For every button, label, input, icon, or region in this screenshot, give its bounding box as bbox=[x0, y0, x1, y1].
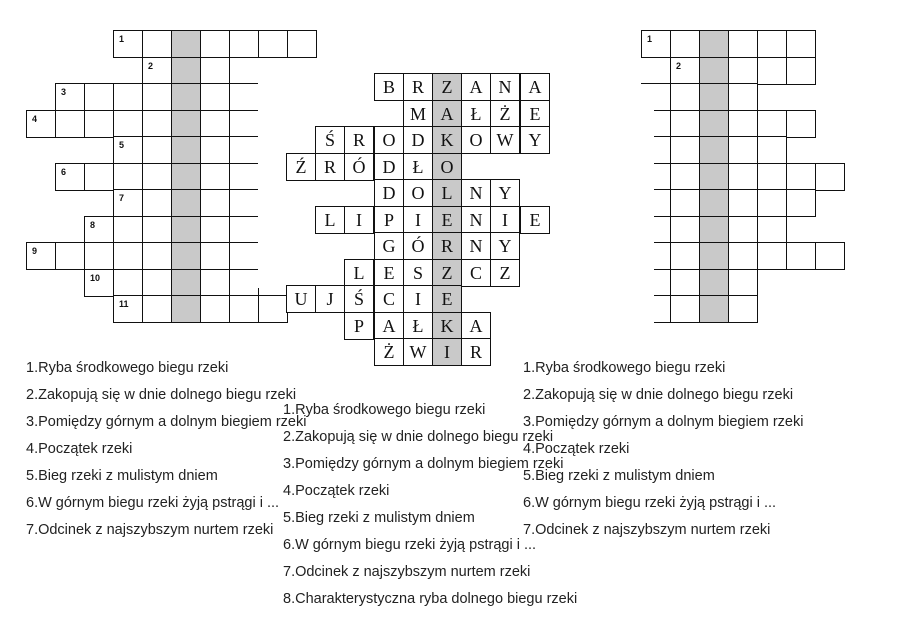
cell-letter: I bbox=[415, 288, 421, 309]
clue-number: 1 bbox=[119, 34, 125, 44]
clue-text: 3.Pomiędzy górnym a dolnym biegiem rzeki bbox=[26, 414, 307, 430]
cell-letter: G bbox=[382, 235, 396, 256]
cell-letter: Ż bbox=[383, 341, 395, 362]
clue-text: 5.Bieg rzeki z mulistym dniem bbox=[523, 468, 715, 484]
cell-letter: A bbox=[440, 103, 454, 124]
cell-letter: Z bbox=[499, 262, 511, 283]
cell-letter: A bbox=[469, 76, 483, 97]
cell-letter: I bbox=[356, 209, 362, 230]
clue-number: 6 bbox=[61, 167, 67, 177]
cell-letter: P bbox=[383, 209, 394, 230]
cell-letter: A bbox=[382, 315, 396, 336]
clue-number: 4 bbox=[32, 114, 38, 124]
clue-text: 7.Odcinek z najszybszym nurtem rzeki bbox=[523, 522, 771, 538]
cell-letter: N bbox=[498, 76, 512, 97]
cell-letter: P bbox=[353, 315, 364, 336]
cell-letter: L bbox=[353, 262, 365, 283]
cell-letter: O bbox=[469, 129, 483, 150]
cell-letter: D bbox=[382, 156, 396, 177]
clue-number: 8 bbox=[90, 220, 96, 230]
cell-letter: O bbox=[440, 156, 454, 177]
clue-number: 1 bbox=[647, 34, 653, 44]
cell-letter: Z bbox=[441, 262, 453, 283]
cell-letter: A bbox=[469, 315, 483, 336]
cell-letter: O bbox=[411, 182, 425, 203]
clue-number: 2 bbox=[676, 61, 682, 71]
cell-letter: I bbox=[502, 209, 508, 230]
cell-letter: Ó bbox=[352, 156, 366, 177]
cell-letter: L bbox=[441, 182, 453, 203]
clue-list-clip bbox=[260, 395, 660, 617]
cell-letter: R bbox=[352, 129, 365, 150]
cell-letter: Ż bbox=[499, 103, 511, 124]
cell-letter: A bbox=[528, 76, 542, 97]
clue-number: 2 bbox=[148, 61, 154, 71]
clue-text: 8.Charakterystyczna ryba dolnego biegu rzeki bbox=[283, 591, 578, 607]
cell-letter: Y bbox=[498, 235, 512, 256]
cell-letter: W bbox=[409, 341, 427, 362]
cell-letter: C bbox=[382, 288, 395, 309]
clue-text: 2.Zakopują się w dnie dolnego biegu rzeki bbox=[283, 429, 554, 445]
cell-letter: C bbox=[469, 262, 482, 283]
cell-letter: Y bbox=[528, 129, 542, 150]
clue-number: 3 bbox=[61, 87, 67, 97]
cell-letter: Ś bbox=[324, 129, 335, 150]
cell-letter: R bbox=[411, 76, 424, 97]
cell-letter: W bbox=[496, 129, 514, 150]
cell-letter: O bbox=[382, 129, 396, 150]
cell-letter: E bbox=[529, 209, 541, 230]
cell-letter: K bbox=[440, 315, 454, 336]
cell-letter: I bbox=[444, 341, 450, 362]
clue-text: 1.Ryba środkowego biegu rzeki bbox=[523, 360, 726, 376]
cell-letter: Ł bbox=[412, 315, 424, 336]
clue-text: 5.Bieg rzeki z mulistym dniem bbox=[26, 468, 218, 484]
clue-text: 5.Bieg rzeki z mulistym dniem bbox=[283, 510, 475, 526]
cell-letter: J bbox=[326, 288, 334, 309]
cell-letter: N bbox=[469, 235, 483, 256]
clue-text: 7.Odcinek z najszybszym nurtem rzeki bbox=[26, 522, 274, 538]
cell-letter: R bbox=[469, 341, 482, 362]
cell-letter: Ś bbox=[353, 288, 364, 309]
clue-text: 6.W górnym biegu rzeki żyją pstrągi i ... bbox=[523, 495, 777, 511]
cell-letter: N bbox=[469, 182, 483, 203]
clue-text: 6.W górnym biegu rzeki żyją pstrągi i ... bbox=[283, 537, 537, 553]
clue-text: 3.Pomiędzy górnym a dolnym biegiem rzeki bbox=[523, 414, 804, 430]
cell-letter: Y bbox=[498, 182, 512, 203]
cell-letter: L bbox=[324, 209, 336, 230]
clue-number: 7 bbox=[119, 193, 125, 203]
cell-letter: D bbox=[382, 182, 396, 203]
cell-letter: E bbox=[383, 262, 395, 283]
clue-text: 7.Odcinek z najszybszym nurtem rzeki bbox=[283, 564, 531, 580]
cell-letter: K bbox=[440, 129, 454, 150]
cell-letter: E bbox=[441, 209, 453, 230]
cell-letter: R bbox=[440, 235, 453, 256]
cell-letter: I bbox=[415, 209, 421, 230]
clue-text: 4.Początek rzeki bbox=[283, 483, 390, 499]
cell-letter: Z bbox=[441, 76, 453, 97]
cell-letter: M bbox=[409, 103, 426, 124]
cell-letter: R bbox=[323, 156, 336, 177]
cell-letter: N bbox=[469, 209, 483, 230]
clue-text: 4.Początek rzeki bbox=[26, 441, 133, 457]
clue-text: 3.Pomiędzy górnym a dolnym biegiem rzeki bbox=[283, 456, 564, 472]
clue-text: 2.Zakopują się w dnie dolnego biegu rzeki bbox=[26, 387, 297, 403]
clue-number: 10 bbox=[90, 273, 101, 283]
cell-letter: S bbox=[412, 262, 423, 283]
clue-text: 1.Ryba środkowego biegu rzeki bbox=[26, 360, 229, 376]
clue-text: 6.W górnym biegu rzeki żyją pstrągi i ... bbox=[26, 495, 280, 511]
clue-text: 4.Początek rzeki bbox=[523, 441, 630, 457]
cell-letter: Ź bbox=[295, 156, 307, 177]
clue-number: 11 bbox=[119, 299, 129, 309]
cell-letter: U bbox=[294, 288, 308, 309]
cell-letter: Ó bbox=[411, 235, 425, 256]
clue-number: 9 bbox=[32, 246, 38, 256]
cell-letter: Ł bbox=[412, 156, 424, 177]
cell-letter: E bbox=[441, 288, 453, 309]
cell-letter: E bbox=[529, 103, 541, 124]
clue-number: 5 bbox=[119, 140, 125, 150]
cell-letter: D bbox=[411, 129, 425, 150]
cell-letter: Ł bbox=[470, 103, 482, 124]
clue-text: 2.Zakopują się w dnie dolnego biegu rzeki bbox=[523, 387, 794, 403]
cell-letter: B bbox=[382, 76, 395, 97]
clue-text: 1.Ryba środkowego biegu rzeki bbox=[283, 402, 486, 418]
